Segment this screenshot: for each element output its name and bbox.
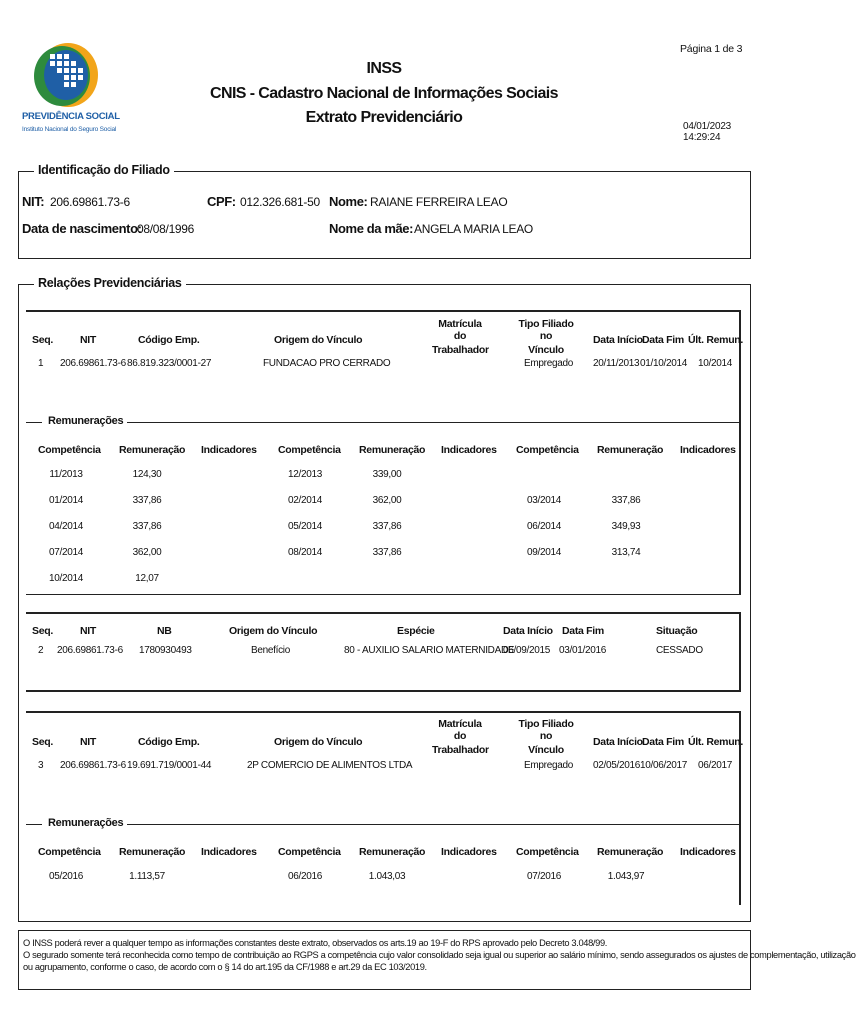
col-especie: Espécie xyxy=(397,625,435,637)
remuneracao-cell: 124,30 xyxy=(132,469,162,480)
nit-label: NIT: xyxy=(22,194,45,209)
page-number: Página 1 de 3 xyxy=(680,43,743,55)
remuneracao-cell: 313,74 xyxy=(611,547,641,558)
identificacao-legend: Identificação do Filiado xyxy=(34,163,174,177)
remuneracao-cell: 337,86 xyxy=(372,521,402,532)
col-situacao: Situação xyxy=(656,625,698,637)
mae-label: Nome da mãe: xyxy=(329,221,414,236)
col-tipo: Tipo Filiado no Vínculo xyxy=(518,718,574,756)
competencia-cell: 10/2014 xyxy=(48,573,84,584)
col-nit: NIT xyxy=(80,625,97,637)
remuneracao-cell: 339,00 xyxy=(372,469,402,480)
nascimento-value: 08/08/1996 xyxy=(137,222,195,236)
col-ult: Últ. Remun. xyxy=(688,736,744,748)
title-extrato: Extrato Previdenciário xyxy=(305,109,463,126)
competencia-cell: 02/2014 xyxy=(287,495,323,506)
identificacao-box xyxy=(18,171,751,259)
col-fim: Data Fim xyxy=(642,736,684,748)
col-seq: Seq. xyxy=(32,625,53,637)
col-codigo: Código Emp. xyxy=(138,736,200,748)
footer-notes xyxy=(23,937,856,973)
col-seq: Seq. xyxy=(32,736,53,748)
footer-line-3: ou agrupamento, conforme o caso, de acordo com o § 14 do art.195 da CF/1988 e art.29 da EC 103/2019. xyxy=(23,962,427,972)
footer-line-2: O segurado somente terá reconhecida como tempo de contribuição ao RGPS a competência cujo valor consolidado seja igual ou superior ao salário mínimo, sendo assegurados os ajustes de complementação, utilização xyxy=(23,950,856,960)
col-fim: Data Fim xyxy=(562,625,604,637)
nit-value: 206.69861.73-6 xyxy=(50,195,130,209)
remuneracao-cell: 337,86 xyxy=(611,495,641,506)
competencia-cell: 06/2016 xyxy=(287,871,323,882)
previdencia-logo-icon xyxy=(20,38,110,110)
col-nit: NIT xyxy=(80,736,97,748)
remuneracao-cell: 362,00 xyxy=(372,495,402,506)
title-cnis: CNIS - Cadastro Nacional de Informações Sociais xyxy=(210,85,558,102)
nome-value: RAIANE FERREIRA LEAO xyxy=(370,195,508,209)
relacoes-box xyxy=(18,284,751,922)
col-origem: Origem do Vínculo xyxy=(229,625,318,637)
col-origem: Origem do Vínculo xyxy=(274,334,363,346)
remuneracao-cell: 1.043,03 xyxy=(368,871,406,882)
col-nb: NB xyxy=(157,625,172,637)
competencia-cell: 03/2014 xyxy=(526,495,562,506)
col-ult: Últ. Remun. xyxy=(688,334,744,346)
mae-value: ANGELA MARIA LEAO xyxy=(414,222,533,236)
competencia-cell: 01/2014 xyxy=(48,495,84,506)
competencia-cell: 04/2014 xyxy=(48,521,84,532)
logo-subtitle: Instituto Nacional do Seguro Social xyxy=(22,126,117,133)
competencia-cell: 06/2014 xyxy=(526,521,562,532)
title-inss: INSS xyxy=(366,60,402,77)
nome-label: Nome: xyxy=(329,194,368,209)
remuneracoes-legend: Remunerações xyxy=(44,415,127,427)
remuneracao-cell: 337,86 xyxy=(372,547,402,558)
remuneracao-cell: 12,07 xyxy=(135,573,159,584)
col-origem: Origem do Vínculo xyxy=(274,736,363,748)
nascimento-label: Data de nascimento: xyxy=(22,221,142,236)
competencia-cell: 05/2016 xyxy=(48,871,84,882)
cpf-value: 012.326.681-50 xyxy=(240,195,320,209)
remuneracao-cell: 362,00 xyxy=(132,547,162,558)
col-inicio: Data Início xyxy=(593,736,643,748)
relacoes-legend: Relações Previdenciárias xyxy=(34,276,186,290)
remuneracao-cell: 337,86 xyxy=(132,495,162,506)
col-matricula: Matrícula do Trabalhador xyxy=(432,718,489,756)
remuneracao-cell: 337,86 xyxy=(132,521,162,532)
col-nit: NIT xyxy=(80,334,97,346)
col-codigo: Código Emp. xyxy=(138,334,200,346)
remuneracao-cell: 1.043,97 xyxy=(607,871,645,882)
competencia-cell: 08/2014 xyxy=(287,547,323,558)
remuneracao-cell: 349,93 xyxy=(611,521,641,532)
remuneracao-cell: 1.113,57 xyxy=(129,871,165,882)
col-fim: Data Fim xyxy=(642,334,684,346)
report-datetime: 04/01/2023 14:29:24 xyxy=(683,121,732,143)
col-seq: Seq. xyxy=(32,334,53,346)
competencia-cell: 05/2014 xyxy=(287,521,323,532)
competencia-cell: 09/2014 xyxy=(526,547,562,558)
cpf-label: CPF: xyxy=(207,194,236,209)
col-inicio: Data Início xyxy=(503,625,553,637)
competencia-cell: 11/2013 xyxy=(49,469,83,480)
col-inicio: Data Início xyxy=(593,334,643,346)
competencia-cell: 12/2013 xyxy=(287,469,323,480)
competencia-cell: 07/2014 xyxy=(48,547,84,558)
competencia-cell: 07/2016 xyxy=(526,871,562,882)
col-matricula: Matrícula do Trabalhador xyxy=(432,318,489,356)
logo-name: PREVIDÊNCIA SOCIAL xyxy=(22,111,120,122)
footer-line-1: O INSS poderá rever a qualquer tempo as informações constantes deste extrato, observados os arts.19 ao 19-F do RPS aprovado pelo Decreto 3.048/99. xyxy=(23,938,608,948)
remuneracoes-legend: Remunerações xyxy=(44,817,127,829)
col-tipo: Tipo Filiado no Vínculo xyxy=(518,318,574,356)
logo xyxy=(20,38,120,138)
